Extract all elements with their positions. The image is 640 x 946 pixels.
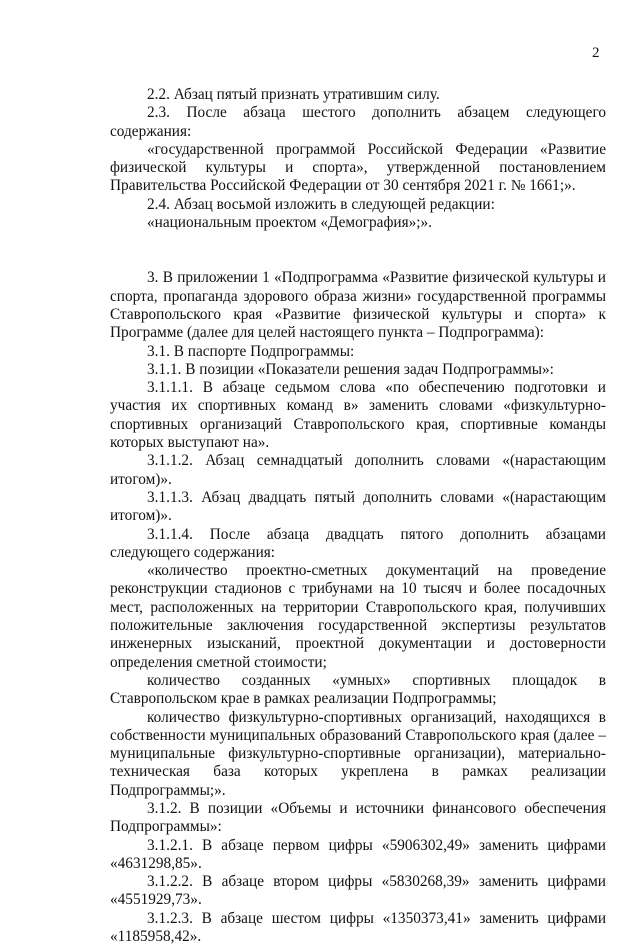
paragraph-3-1: 3.1. В паспорте Подпрограммы:	[147, 342, 355, 360]
section-gap	[110, 232, 606, 269]
paragraph-3-1-2-2: 3.1.2.2. В абзаце втором цифры «5830268,39» заменить цифрами «4551929,73».	[110, 873, 606, 909]
paragraph-3-1-2-3: 3.1.2.3. В абзаце шестом цифры «1350373,41» заменить цифрами «1185958,42».	[110, 909, 606, 946]
paragraph-3-1-1-4: 3.1.1.4. После абзаца двадцать пятого дополнить абзацами следующего содержания:	[110, 525, 606, 561]
paragraph-indicator-smart-grounds: количество созданных «умных» спортивных площадок в Ставропольском крае в рамках реализации Подпрограммы;	[110, 671, 606, 708]
paragraph-2-2: 2.2. Абзац пятый признать утратившим силу.	[147, 86, 440, 103]
paragraph-2-4-quote: «национальным проектом «Демография»;».	[147, 214, 432, 232]
paragraph-3-1-1-1: 3.1.1.1. В абзаце седьмом слова «по обеспечению подготовки и участия их спортивных команд в» заменить словами «физкультурно-спортивных организаций Ставропольского края, спортивные команды которых выступают на».	[110, 379, 606, 452]
paragraph-indicator-projects: «количество проектно-сметных документаций на проведение реконструкции стадионов с трибунами на 10 тысяч и более посадочных мест, расположенных на территории Ставропольского края, получивших положительные заключения государственной экспертизы результатов инженерных изысканий, проектной документации и достоверности определения сметной стоимости;	[110, 562, 606, 671]
page-number: 2	[592, 45, 600, 61]
paragraph-3-1-2-1: 3.1.2.1. В абзаце первом цифры «5906302,49» заменить цифрами «4631298,85».	[110, 836, 606, 872]
paragraph-2-4: 2.4. Абзац восьмой изложить в следующей редакции:	[147, 195, 495, 213]
paragraph-3-1-1: 3.1.1. В позиции «Показатели решения задач Подпрограммы»:	[147, 360, 554, 378]
paragraph-2-3-quote: «государственной программой Российской Федерации «Развитие физической культуры и спорта», утвержденной постановлением Правительства Российской Федерации от 30 сентября 2021 г. № 1661;».	[110, 140, 606, 195]
paragraph-indicator-organizations: количество физкультурно-спортивных организаций, находящихся в собственности муниципальных образований Ставропольского края (далее – муниципальные физкультурно-спортивные организации), материально-техническая база которых укреплена в рамках реализации Подпрограммы;».	[110, 708, 606, 799]
paragraph-3-1-1-3: 3.1.1.3. Абзац двадцать пятый дополнить словами «(нарастающим итогом)».	[110, 488, 606, 525]
paragraph-3-1-2: 3.1.2. В позиции «Объемы и источники финансового обеспечения Подпрограммы»:	[110, 799, 606, 836]
document-body	[110, 86, 606, 946]
paragraph-3: 3. В приложении 1 «Подпрограмма «Развитие физической культуры и спорта, пропаганда здорового образа жизни» государственной программы Ставропольского края «Развитие физической культуры и спорта» к Программе (далее для целей настоящего пункта – Подпрограмма):	[110, 269, 606, 342]
paragraph-2-3: 2.3. После абзаца шестого дополнить абзацем следующего содержания:	[110, 104, 606, 140]
paragraph-3-1-1-2: 3.1.1.2. Абзац семнадцатый дополнить словами «(нарастающим итогом)».	[110, 452, 606, 488]
